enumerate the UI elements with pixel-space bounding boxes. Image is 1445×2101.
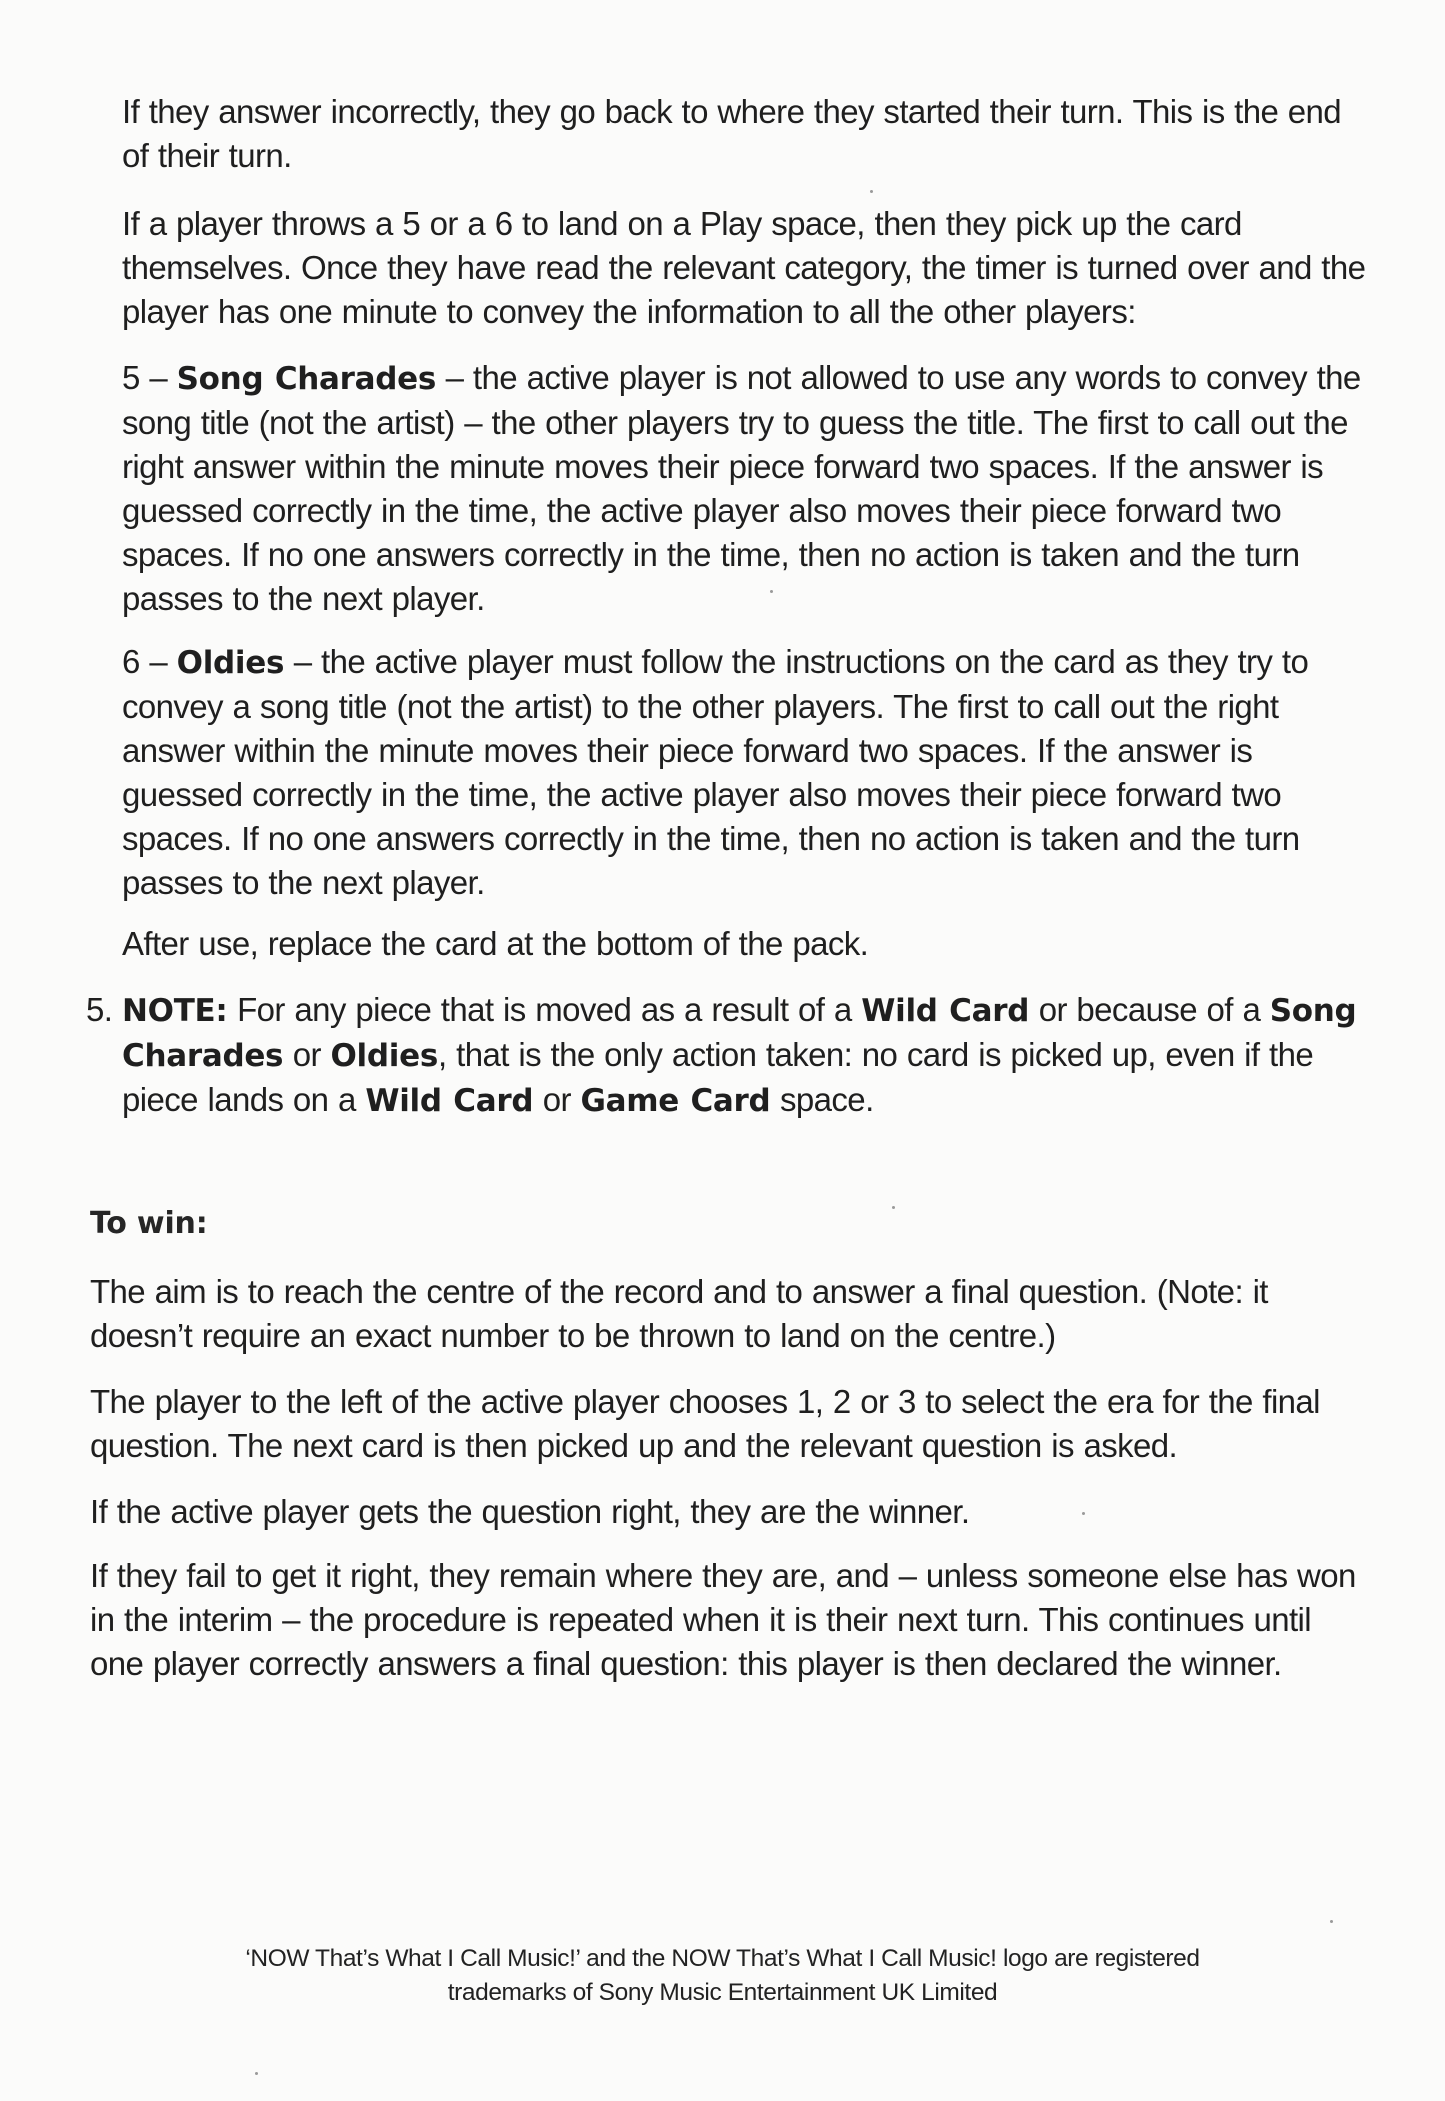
paragraph-winner: If the active player gets the question right, they are the winner. (90, 1493, 970, 1530)
scan-speck (1082, 1512, 1085, 1515)
rule-text: – the active player is not allowed to use any words to convey the song title (not the artist) – the other players try to guess the title. The first to call out the right answer within the minute moves their piece forward two spaces. If the answer is guessed correctly in the time, the active player also moves their piece forward two spaces. If no one answers correctly in the time, then no action is taken and the turn passes to the next player. (122, 359, 1361, 617)
paragraph-incorrect-answer: If they answer incorrectly, they go back to where they started their turn. This is the end of their turn. (122, 93, 1342, 174)
scan-speck (870, 190, 873, 193)
note-label: NOTE: (122, 993, 228, 1029)
footer-line: trademarks of Sony Music Entertainment UK Limited (447, 1979, 998, 2006)
paragraph-fail: If they fail to get it right, they remain where they are, and – unless someone else has won in the interim – the procedure is repeated when it is their next turn. This continues until one player correctly answers a final question: this player is then declared the winner. (90, 1557, 1356, 1682)
term-oldies: Oldies (176, 645, 285, 681)
term-game-card: Game Card (580, 1083, 771, 1119)
rule-text: – the active player must follow the instructions on the card as they try to convey a song title (not the artist) to the other players. The first to call out the right answer within the minute moves their piece forward two spaces. If the answer is guessed correctly in the time, the active player also moves their piece forward two spaces. If no one answers correctly in the time, then no action is taken and the turn passes to the next player. (122, 643, 1309, 901)
scan-speck (1330, 1920, 1333, 1923)
note-text-part: or because of a (1029, 991, 1270, 1028)
note-text-part: , that is the only action taken: no card is picked up, even if the piece lands on a (122, 1036, 1314, 1118)
term-wild-card: Wild Card (861, 993, 1030, 1029)
note-text-part: For any piece that is moved as a result of a (227, 991, 862, 1028)
paragraph-after-use: After use, replace the card at the bottom of the pack. (122, 925, 869, 962)
paragraph-aim: The aim is to reach the centre of the record and to answer a final question. (Note: it doesn’t require an exact number to be thrown to land on the centre.) (90, 1273, 1268, 1354)
rule-song-charades (122, 356, 1367, 621)
note-text (122, 988, 1372, 1123)
list-number: 5. (86, 991, 113, 1028)
term-wild-card: Wild Card (365, 1083, 534, 1119)
paragraph-play-space: If a player throws a 5 or a 6 to land on a Play space, then they pick up the card themselves. Once they have read the relevant category, the timer is turned over and the player has one minute to convey the information to all the other players: (122, 205, 1366, 330)
term-song-charades: Song Charades (176, 361, 437, 397)
rule-number: 5 – (122, 359, 177, 396)
scan-speck (255, 2072, 258, 2075)
term-song-charades: Song Charades (122, 993, 1357, 1074)
rule-oldies (122, 640, 1367, 905)
section-heading-to-win: To win: (90, 1206, 208, 1241)
rule-number: 6 – (122, 643, 177, 680)
scan-speck (770, 590, 773, 593)
scan-speck (892, 1206, 895, 1209)
footer-line: ‘NOW That’s What I Call Music!’ and the NOW That’s What I Call Music! logo are registered (245, 1945, 1200, 1972)
note-text-part: or (283, 1036, 331, 1073)
term-oldies: Oldies (330, 1038, 438, 1074)
paragraph-final-question: The player to the left of the active player chooses 1, 2 or 3 to select the era for the final question. The next card is then picked up and the relevant question is asked. (90, 1383, 1320, 1464)
note-text-part: space. (770, 1081, 874, 1118)
trademark-footer (0, 1942, 1445, 2010)
note-text-part: or (533, 1081, 581, 1118)
